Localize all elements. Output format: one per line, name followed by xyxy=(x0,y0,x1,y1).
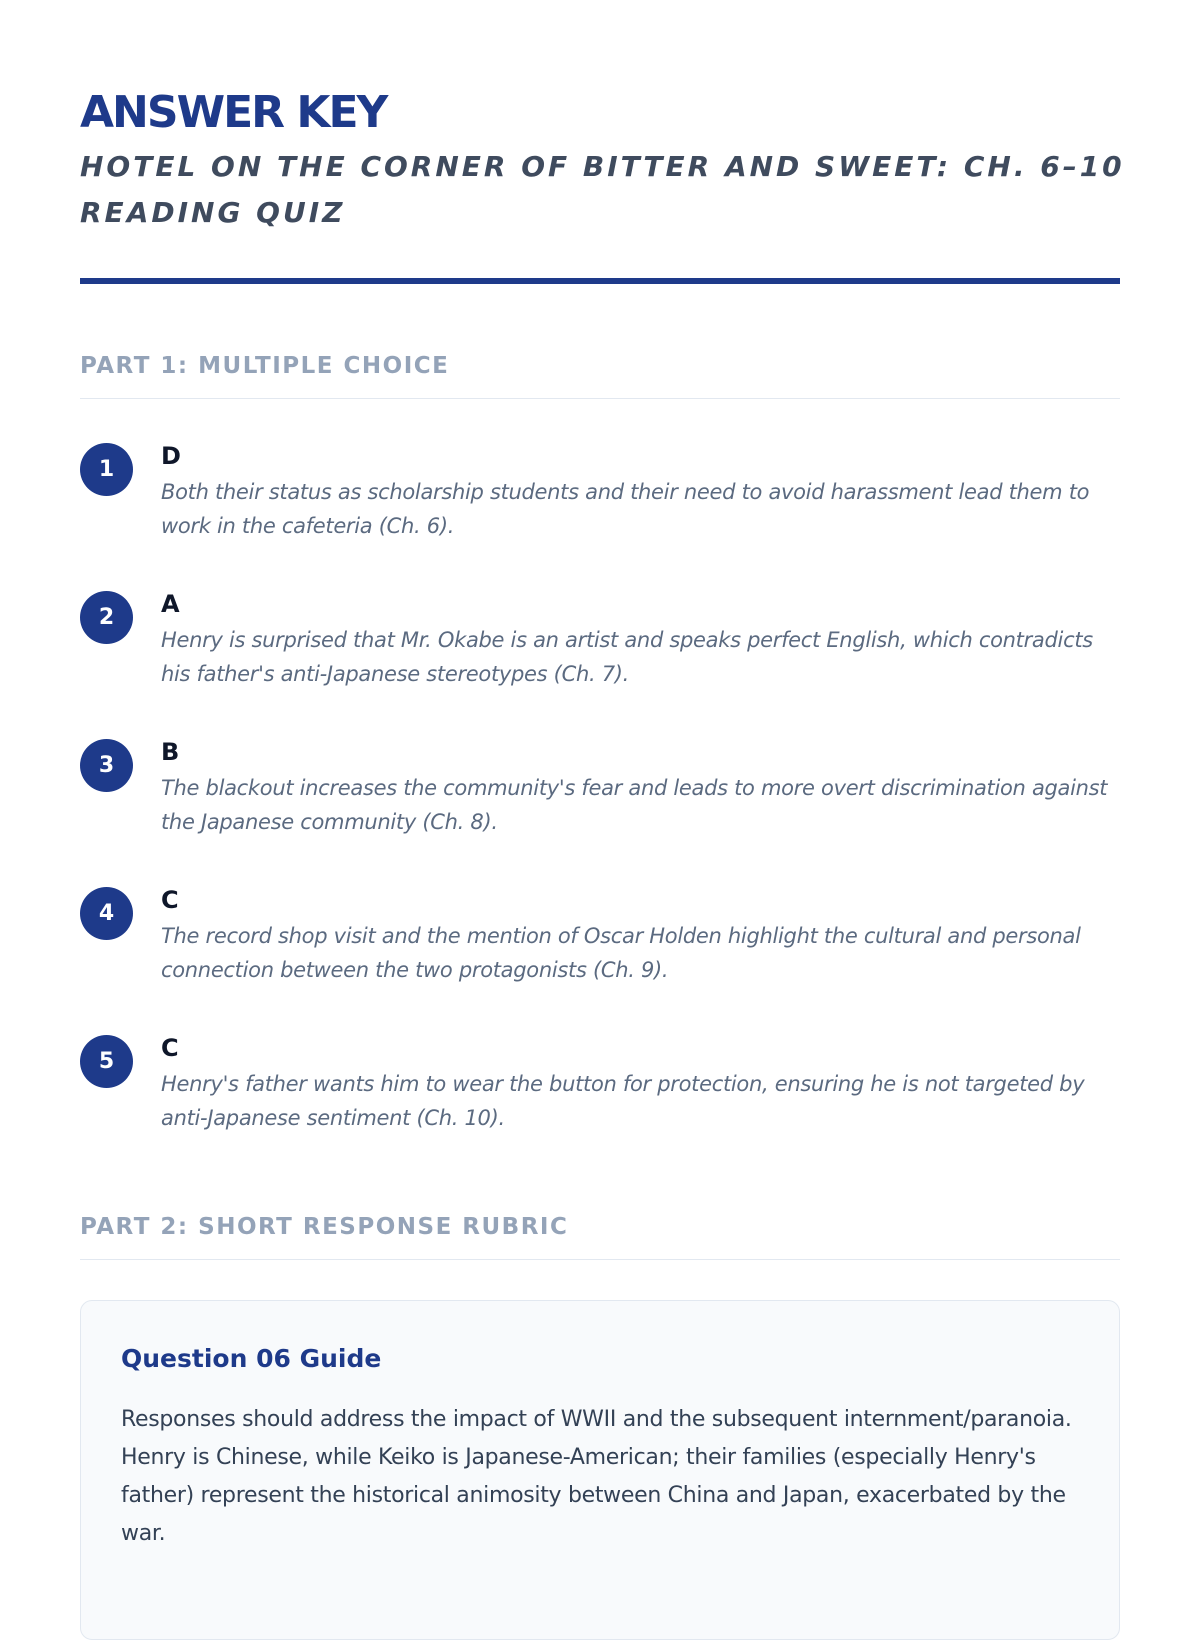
answer-letter: B xyxy=(161,738,180,766)
answer-item-4 xyxy=(80,885,1120,987)
question-number-badge: 2 xyxy=(80,591,133,644)
title-divider xyxy=(80,278,1120,284)
answer-explanation: Both their status as scholarship students and their need to avoid harassment lead them to work in the cafeteria (Ch. 6). xyxy=(161,480,1090,538)
answer-explanation: Henry's father wants him to wear the button for protection, ensuring he is not targeted by anti-Japanese sentiment (Ch. 10). xyxy=(161,1072,1085,1130)
question-number-badge: 4 xyxy=(80,887,133,940)
question-number-badge: 3 xyxy=(80,739,133,792)
answer-explanation: The blackout increases the community's fear and leads to more overt discrimination against the Japanese community (Ch. 8). xyxy=(161,776,1108,834)
answer-item-3 xyxy=(80,737,1120,839)
rubric-card xyxy=(80,1300,1120,1640)
answer-letter: D xyxy=(161,442,181,470)
answer-explanation: The record shop visit and the mention of Oscar Holden highlight the cultural and personal connection between the two protagonists (Ch. 9). xyxy=(161,924,1081,982)
page-subtitle: HOTEL ON THE CORNER OF BITTER AND SWEET: CH. 6–10 READING QUIZ xyxy=(80,150,1125,229)
answer-item-5 xyxy=(80,1033,1120,1135)
answer-item-1 xyxy=(80,441,1120,543)
answer-explanation: Henry is surprised that Mr. Okabe is an artist and speaks perfect English, which contradicts his father's anti-Japanese stereotypes (Ch. 7). xyxy=(161,628,1093,686)
answer-letter: C xyxy=(161,886,179,914)
answer-list xyxy=(80,441,1120,1135)
answer-body xyxy=(161,1033,1120,1135)
answer-letter: A xyxy=(161,590,180,618)
rubric-card-text: Responses should address the impact of WWII and the subsequent internment/paranoia. Henry is Chinese, while Keiko is Japanese-American; their families (especially Henry's father) represent the historical animosity between China and Japan, exacerbated by the war. xyxy=(121,1407,1072,1546)
question-number-badge: 1 xyxy=(80,443,133,496)
answer-letter: C xyxy=(161,1034,179,1062)
rubric-card-title: Question 06 Guide xyxy=(121,1344,382,1373)
section-heading-part-2: PART 2: SHORT RESPONSE RUBRIC xyxy=(80,1213,1120,1260)
answer-item-2 xyxy=(80,589,1120,691)
section-heading-part-1: PART 1: MULTIPLE CHOICE xyxy=(80,352,1120,399)
question-number-badge: 5 xyxy=(80,1035,133,1088)
page-title: ANSWER KEY xyxy=(80,87,387,138)
answer-body xyxy=(161,589,1120,691)
answer-body xyxy=(161,885,1120,987)
answer-body xyxy=(161,737,1120,839)
answer-body xyxy=(161,441,1120,543)
